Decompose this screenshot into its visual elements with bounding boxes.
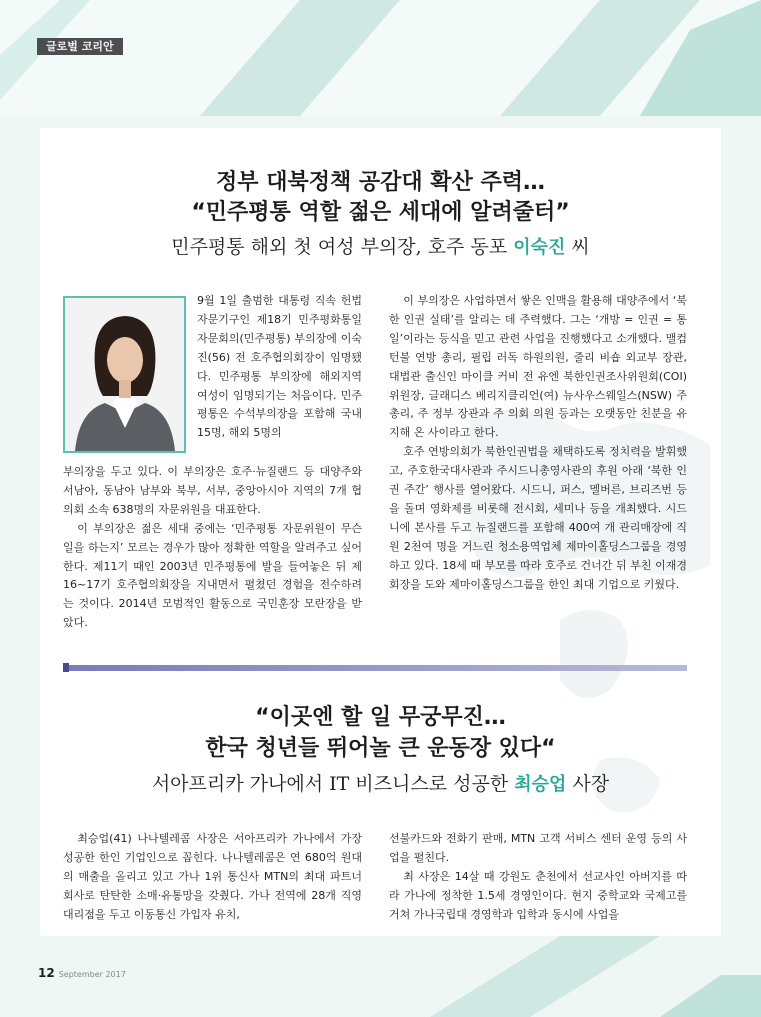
article1-subhead-name: 이숙진 <box>513 237 566 258</box>
article1-subhead-suffix: 씨 <box>565 236 590 258</box>
issue-date: September 2017 <box>58 970 126 979</box>
article2-right-paragraph2: 최 사장은 14살 때 강원도 춘천에서 선교사인 아버지를 따라 가나에 정착한 1.5세 경영인이다. 현지 중학교와 국제고를 거쳐 가나국립대 경영학과 입학과 동시에 사업을 <box>389 869 687 921</box>
section-tag: 글로벌 코리안 <box>37 38 123 55</box>
article1-left-continued: 부의장을 두고 있다. 이 부의장은 호주·뉴질랜드 등 대양주와 서남아, 동남아 남부와 북부, 서부, 중앙아시아 지역의 7개 협의회 소속 638명의 자문위원을 대표한다. <box>63 465 362 516</box>
article2-headline-line2: 한국 청년들 뛰어놀 큰 운동장 있다“ <box>205 736 556 761</box>
article2-subhead-suffix: 사장 <box>566 773 610 795</box>
page-footer <box>38 966 126 980</box>
article2-headline <box>40 702 721 764</box>
article1-left-paragraph2: 이 부의장은 젊은 세대 중에는 ‘민주평통 자문위원이 무슨 일을 하는지’ 모르는 경우가 많아 정확한 역할을 알려주고 싶어 한다. 제11기 때인 2003년 민주평통에 발을 들여놓은 뒤 제16~17기 호주협의회장을 지내면서 펼쳤던 경험을 전수하려는 것이다. 2014년 모범적인 활동으로 국민훈장 모란장을 받았다. <box>63 521 362 630</box>
article1-right-column <box>389 292 687 595</box>
page-number: 12 <box>38 966 55 980</box>
article2-right-paragraph1: 선불카드와 전화기 판매, MTN 고객 서비스 센터 운영 등의 사업을 펼친다. <box>389 832 687 864</box>
article1-left-body <box>63 463 362 633</box>
article2-right-column <box>389 830 687 925</box>
article1-headline <box>40 168 721 228</box>
article2-subhead-prefix: 서아프리카 가나에서 IT 비즈니스로 성공한 <box>151 773 515 795</box>
article1-headline-line2: “민주평통 역할 젊은 세대에 알려줄터” <box>191 200 570 225</box>
section-divider <box>63 665 687 671</box>
article1-right-paragraph2: 호주 연방의회가 북한인권법을 채택하도록 정치력을 발휘했고, 주호한국대사관과 주시드니총영사관의 후원 아래 ‘북한 인권 주간’ 행사를 열어왔다. 시드니, 퍼스, 멜버른, 브리즈번 등을 돌며 영화제를 비롯해 전시회, 세미나 등을 개최했다. 시드니에 본사를 두고 뉴질랜드를 포함해 400여 개 관리매장에 직원 2천여 명을 거느린 청소용역업체 제마이홀딩스그룹을 경영하고 있다. 18세 때 부모를 따라 호주로 건너간 뒤 부친 이재경 회장을 도와 제마이홀딩스그룹을 한인 최대 기업으로 키웠다. <box>389 445 687 591</box>
article1-subhead-prefix: 민주평통 해외 첫 여성 부의장, 호주 동포 <box>171 236 514 258</box>
article2-left-paragraph1: 최승업(41) 나나텔레콤 사장은 서아프리카 가나에서 가장 성공한 한인 기업인으로 꼽힌다. 나나텔레콤은 연 680억 원대의 매출을 올리고 있고 가나 1위 통신사 MTN의 최대 파트너 회사로 탄탄한 소매·유통망을 갖췄다. 가나 전역에 28개 직영 대리점을 두고 이동통신 가입자 유치, <box>63 832 362 921</box>
article1-right-paragraph1: 이 부의장은 사업하면서 쌓은 인맥을 활용해 대양주에서 ‘북한 인권 실태’를 알리는 데 주력했다. 그는 ‘개방 = 인권 = 통일’이라는 등식을 믿고 관련 사업을 진행했다고 소개했다. 맬컴 턴불 연방 총리, 필립 러독 하원의원, 줄리 비숍 외교부 장관, 대법관 출신인 마이클 커비 전 유엔 북한인권조사위원회(COI) 위원장, 글래디스 베리지클리언(여) 뉴사우스웨일스(NSW) 주 총리, 주 정부 장관과 주 의회 의원 등과는 오랫동안 친분을 유지해 온 사이라고 한다. <box>389 294 687 440</box>
article2-subhead <box>40 769 721 796</box>
article2-subhead-name: 최승업 <box>514 774 567 795</box>
article2-headline-line1: “이곳엔 할 일 무궁무진… <box>255 705 506 730</box>
article1-headline-line1: 정부 대북정책 공감대 확산 주력… <box>216 170 545 195</box>
portrait-photo <box>63 296 186 453</box>
article1-subhead <box>40 232 721 259</box>
section-divider-cap <box>63 663 69 672</box>
article2-left-column <box>63 830 362 925</box>
portrait-illustration <box>65 298 184 451</box>
article1-left-wrap: 9월 1일 출범한 대통령 직속 헌법자문기구인 제18기 민주평화통일자문회의(민주평통) 부의장에 이숙진(56) 전 호주협의회장이 임명됐다. 민주평통 부의장에 해외지역 여성이 임명되기는 처음이다. 민주평통은 수석부의장을 포함해 국내 15명, 해외 5명의 <box>197 294 362 440</box>
